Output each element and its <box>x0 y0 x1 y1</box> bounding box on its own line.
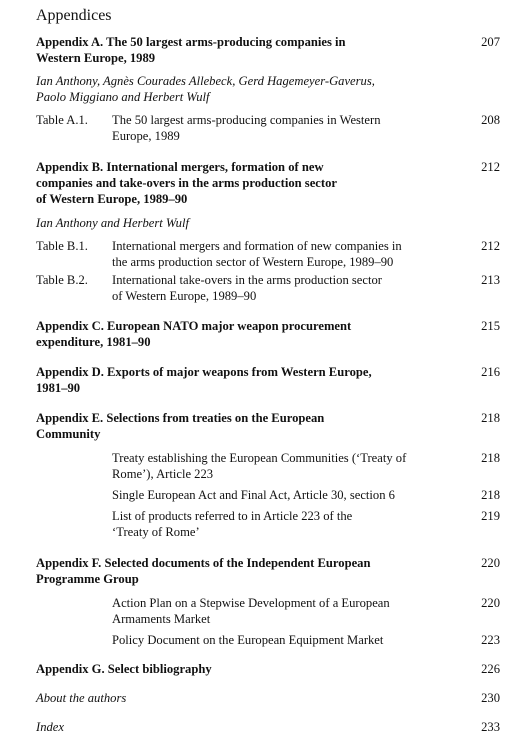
table-a1-label: Table A.1. <box>36 113 88 127</box>
authors-line: Ian Anthony, Agnès Courades Allebeck, Gerd Hagemeyer-Gaverus, <box>36 74 375 88</box>
table-a1-title[interactable] <box>112 112 381 144</box>
table-title-line: International mergers and formation of new companies in <box>112 239 402 253</box>
appendix-g-title-line: Appendix G. Select bibliography <box>36 662 212 676</box>
authors-line: Ian Anthony and Herbert Wulf <box>36 216 189 230</box>
table-b2-page: 213 <box>481 273 500 287</box>
appendix-b-title-line: Appendix B. International mergers, formation of new <box>36 160 324 174</box>
table-b1-page: 212 <box>481 239 500 253</box>
table-a1-page: 208 <box>481 113 500 127</box>
appendix-b-page: 212 <box>481 160 500 174</box>
table-title-line: Europe, 1989 <box>112 129 180 143</box>
table-b2-label: Table B.2. <box>36 273 88 287</box>
page-heading: Appendices <box>36 7 112 24</box>
appendix-a-title[interactable] <box>36 34 346 66</box>
appendix-c-page: 215 <box>481 319 500 333</box>
appendix-b-title[interactable] <box>36 159 337 207</box>
appendix-e-title[interactable] <box>36 410 324 442</box>
appendix-d-title[interactable] <box>36 364 372 396</box>
appendix-f-item-2-page: 223 <box>481 633 500 647</box>
table-b1-label: Table B.1. <box>36 239 88 253</box>
about-authors-entry[interactable]: About the authors <box>36 691 127 705</box>
table-title-line: International take-overs in the arms production sector <box>112 273 382 287</box>
appendix-d-title-line: 1981–90 <box>36 381 81 395</box>
item-line: Treaty establishing the European Communities (‘Treaty of <box>112 451 407 465</box>
appendix-e-item-3-page: 219 <box>481 509 500 523</box>
appendix-e-item-1[interactable] <box>112 450 406 482</box>
appendix-e-title-line: Community <box>36 427 101 441</box>
appendix-g-title[interactable] <box>36 661 212 677</box>
appendix-f-title[interactable] <box>36 555 370 587</box>
appendix-e-item-2-page: 218 <box>481 488 500 502</box>
item-line: Armaments Market <box>112 612 211 626</box>
table-title-line: of Western Europe, 1989–90 <box>112 289 257 303</box>
appendix-c-title[interactable] <box>36 318 351 350</box>
appendix-e-page: 218 <box>481 411 500 425</box>
appendix-d-title-line: Appendix D. Exports of major weapons from Western Europe, <box>36 365 372 379</box>
appendix-e-item-2[interactable] <box>112 487 395 503</box>
appendix-f-page: 220 <box>481 556 500 570</box>
appendix-b-title-line: companies and take-overs in the arms production sector <box>36 176 337 190</box>
appendix-a-page: 207 <box>481 35 500 49</box>
authors-line: Paolo Miggiano and Herbert Wulf <box>36 90 210 104</box>
item-line: Policy Document on the European Equipment Market <box>112 633 384 647</box>
item-line: Single European Act and Final Act, Article 30, section 6 <box>112 488 395 502</box>
appendix-e-item-1-page: 218 <box>481 451 500 465</box>
appendix-e-title-line: Appendix E. Selections from treaties on the European <box>36 411 325 425</box>
item-line: Rome’), Article 223 <box>112 467 214 481</box>
appendix-f-item-2[interactable] <box>112 632 383 648</box>
index-entry[interactable]: Index <box>36 720 64 734</box>
appendix-e-item-3[interactable] <box>112 508 352 540</box>
appendix-d-page: 216 <box>481 365 500 379</box>
item-line: ‘Treaty of Rome’ <box>112 525 200 539</box>
appendix-f-item-1-page: 220 <box>481 596 500 610</box>
item-line: List of products referred to in Article 223 of the <box>112 509 353 523</box>
appendix-a-authors <box>36 73 375 105</box>
appendix-g-page: 226 <box>481 662 500 676</box>
appendix-a-title-line: Appendix A. The 50 largest arms-producing companies in <box>36 35 346 49</box>
appendix-b-title-line: of Western Europe, 1989–90 <box>36 192 188 206</box>
appendix-c-title-line: Appendix C. European NATO major weapon procurement <box>36 319 352 333</box>
appendix-f-title-line: Appendix F. Selected documents of the Independent European <box>36 556 371 570</box>
table-b2-title[interactable] <box>112 272 382 304</box>
item-line: Action Plan on a Stepwise Development of a European <box>112 596 390 610</box>
about-authors-page: 230 <box>481 691 500 705</box>
appendix-a-title-line: Western Europe, 1989 <box>36 51 156 65</box>
appendix-c-title-line: expenditure, 1981–90 <box>36 335 151 349</box>
index-page: 233 <box>481 720 500 734</box>
appendix-f-item-1[interactable] <box>112 595 390 627</box>
appendix-f-title-line: Programme Group <box>36 572 139 586</box>
table-b1-title[interactable] <box>112 238 402 270</box>
appendix-b-authors <box>36 215 189 231</box>
table-title-line: the arms production sector of Western Europe, 1989–90 <box>112 255 394 269</box>
table-title-line: The 50 largest arms-producing companies in Western <box>112 113 381 127</box>
